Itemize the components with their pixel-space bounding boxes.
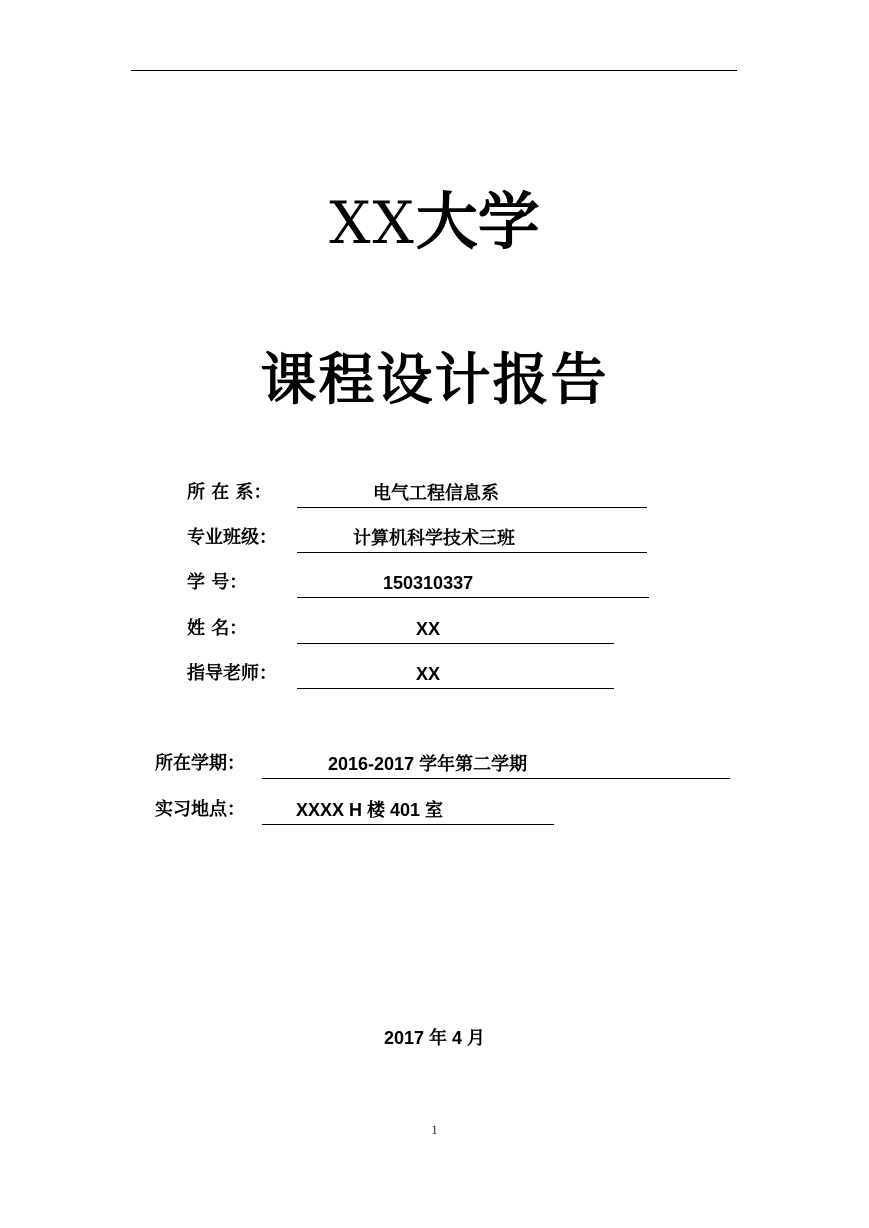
field-underline <box>297 660 614 689</box>
field-row-advisor <box>187 660 657 688</box>
university-name-latin: XX <box>329 189 416 257</box>
field-row-name <box>187 615 657 643</box>
field-label: 所 在 系： <box>187 482 272 503</box>
report-title: 课程设计报告 <box>260 347 609 413</box>
report-date: 2017 年 4 月 <box>383 1028 486 1048</box>
term-label: 所在学期： <box>155 753 245 774</box>
field-row-student-id <box>187 569 657 597</box>
field-label: 姓 名： <box>187 618 248 639</box>
term-value: 2016-2017 学年第二学期 <box>328 754 528 774</box>
field-value: 计算机科学技术三班 <box>353 528 515 548</box>
university-name <box>0 180 869 265</box>
field-row-class <box>187 524 657 552</box>
field-value: XX <box>416 664 441 684</box>
page-number: 1 <box>431 1122 438 1137</box>
location-value: XXXX H 楼 401 室 <box>296 800 444 820</box>
university-name-cjk: 大学 <box>415 185 540 258</box>
location-row <box>155 796 575 824</box>
header-rule <box>131 70 737 71</box>
field-row-department <box>187 479 657 507</box>
field-value: 电气工程信息系 <box>373 483 499 503</box>
field-value: XX <box>416 619 441 639</box>
field-label: 学 号： <box>187 572 248 593</box>
field-value: 150310337 <box>383 573 474 593</box>
location-label: 实习地点： <box>155 799 245 820</box>
term-row <box>155 750 735 778</box>
field-label: 专业班级： <box>187 527 277 548</box>
field-underline <box>297 615 614 644</box>
field-label: 指导老师： <box>187 663 277 684</box>
